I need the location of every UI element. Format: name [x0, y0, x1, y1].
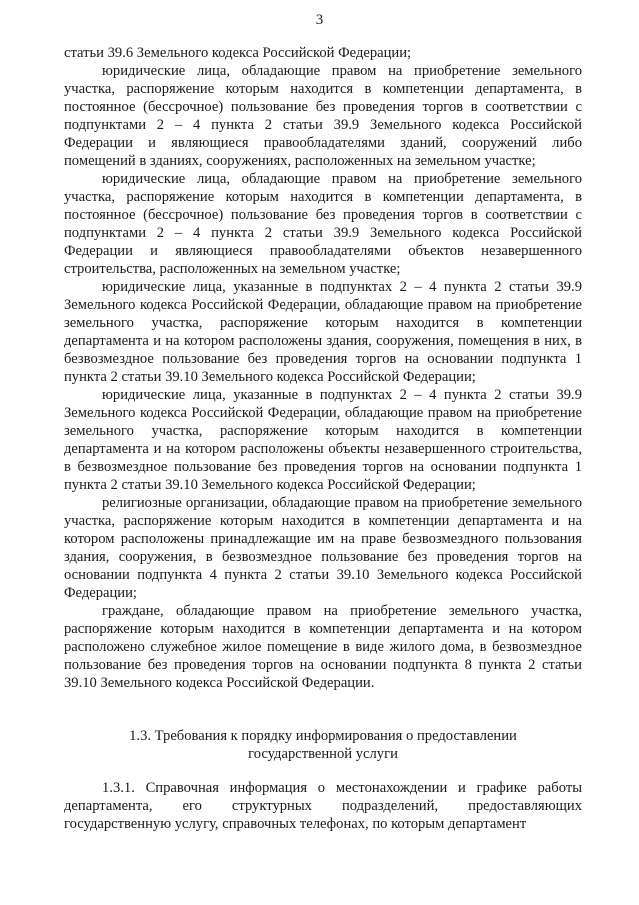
subsection-text	[64, 779, 582, 833]
paragraph: 1.3.1. Справочная информация о местонахождении и графике работы департамента, его структурных подразделений, предоставляющих государственную услугу, справочных телефонах, по которым департамент	[64, 780, 582, 832]
page-number: 3	[315, 12, 324, 28]
paragraph: статьи 39.6 Земельного кодекса Российской Федерации;	[64, 45, 412, 61]
paragraph: юридические лица, обладающие правом на приобретение земельного участка, распоряжение которым находится в компетенции департамента, в постоянное (бессрочное) пользование без проведения торгов в соответствии с подпунктами 2 – 4 пункта 2 статьи 39.9 Земельного кодекса Российской Федерации и являющиеся правообладателями зданий, сооружений либо помещений в зданиях, сооружениях, расположенных на земельном участке;	[64, 63, 582, 169]
section-heading-line: 1.3. Требования к порядку информирования о предоставлении	[129, 728, 517, 744]
paragraph: граждане, обладающие правом на приобретение земельного участка, распоряжение которым находится в компетенции департамента и на котором расположено служебное жилое помещение в виде жилого дома, в безвозмездное пользование без проведения торгов на основании подпункта 8 пункта 2 статьи 39.10 Земельного кодекса Российской Федерации.	[64, 603, 582, 691]
paragraph: религиозные организации, обладающие правом на приобретение земельного участка, распоряжение которым находится в компетенции департамента и на котором расположены принадлежащие им на праве безвозмездного пользования здания, сооружения, в безвозмездное пользование без проведения торгов на основании подпункта 4 пункта 2 статьи 39.10 Земельного кодекса Российской Федерации;	[64, 495, 582, 601]
paragraph: юридические лица, обладающие правом на приобретение земельного участка, распоряжение которым находится в компетенции департамента, в постоянное (бессрочное) пользование без проведения торгов в соответствии с подпунктами 2 – 4 пункта 2 статьи 39.9 Земельного кодекса Российской Федерации и являющиеся правообладателями объектов незавершенного строительства, расположенных на земельном участке;	[64, 171, 582, 277]
section-heading	[64, 727, 582, 763]
body-text	[64, 44, 582, 692]
paragraph: юридические лица, указанные в подпунктах 2 – 4 пункта 2 статьи 39.9 Земельного кодекса Российской Федерации, обладающие правом на приобретение земельного участка, распоряжение которым находится в компетенции департамента и на котором расположены здания, сооружения, помещения в них, в безвозмездное пользование без проведения торгов на основании подпункта 1 пункта 2 статьи 39.10 Земельного кодекса Российской Федерации;	[64, 279, 582, 385]
section-heading-line: государственной услуги	[248, 746, 398, 762]
paragraph: юридические лица, указанные в подпунктах 2 – 4 пункта 2 статьи 39.9 Земельного кодекса Российской Федерации, обладающие правом на приобретение земельного участка, распоряжение которым находится в компетенции департамента и на котором расположены объекты незавершенного строительства, в безвозмездное пользование без проведения торгов на основании подпункта 1 пункта 2 статьи 39.10 Земельного кодекса Российской Федерации;	[64, 387, 582, 493]
